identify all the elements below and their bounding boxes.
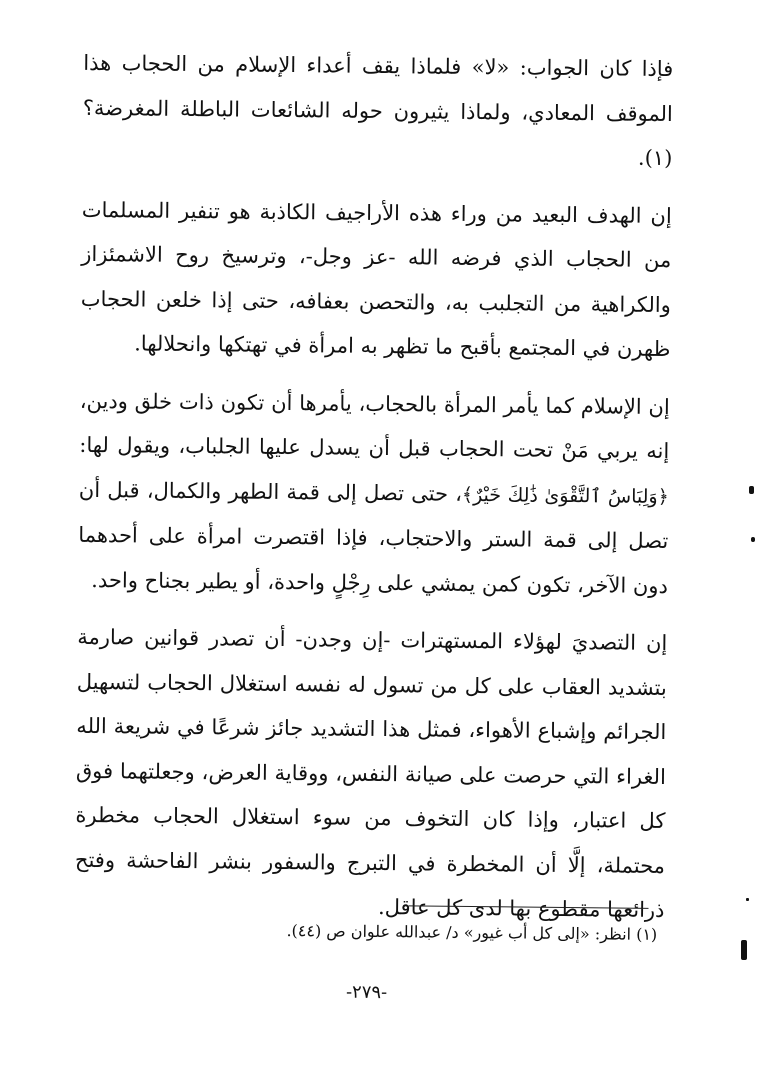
paragraph-3 <box>78 378 670 608</box>
paragraph-2-text: إن الهدف البعيد من وراء هذه الأراجيف الكاذبة هو تنفير المسلمات من الحجاب الذي فرضه الله -عز وجل-، وترسيخ روح الاشمئزاز والكراهية من التجلبب به، والتحصن بعفافه، حتى إذا خلعن الحجاب ظهرن في المجتمع بأقبح ما تظهر به امرأة في تهتكها وانحلالها. <box>80 197 672 362</box>
paragraph-3-body <box>78 378 670 608</box>
paragraph-3-before-quote: إن الإسلام كما يأمر المرأة بالحجاب، يأمرها أن تكون ذات خلق ودين، إنه يربي مَنْ تحت الحجاب قبل أن يسدل عليها الجلباب، ويقول لها: <box>79 388 670 464</box>
paragraph-2 <box>80 187 672 371</box>
scan-mark <box>749 486 754 494</box>
quran-verse: ﴿وَلِبَاسُ ٱلتَّقْوَىٰ ذَٰلِكَ خَيْرٌ﴾ <box>461 483 669 508</box>
paragraph-1 <box>82 41 673 181</box>
paragraph-4-text: إن التصديَ لهؤلاء المستهترات -إن وجدن- أن تصدر قوانين صارمة بتشديد العقاب على كل من تسول له نفسه استغلال الحجاب لتسهيل الجرائم وإشباع الأهواء، فمثل هذا التشديد جائز شرعًا في شريعة الله الغراء التي حرصت على صيانة النفس، ووقاية العرض، وجعلتهما فوق كل اعتبار، وإذا كان التخوف من سوء استغلال الحجاب مخطرة محتملة، إلَّا أن المخطرة في التبرج والسفور بنشر الفاحشة وفتح ذرائعها مقطوع بها لدى كل عاقل. <box>74 624 668 923</box>
page-number: -٢٧٩- <box>345 981 388 1004</box>
scan-mark <box>741 940 747 960</box>
paragraph-1-text: فإذا كان الجواب: «لا» فلماذا يقف أعداء الإسلام من الحجاب هذا الموقف المعادي، ولماذا يثيرون حوله الشائعات الباطلة المغرضة؟(١). <box>82 50 674 171</box>
body-text <box>74 41 673 946</box>
scan-mark <box>751 537 755 542</box>
paragraph-3-after-quote: ، حتى تصل إلى قمة الطهر والكمال، قبل أن تصل إلى قمة الستر والاحتجاب، فإذا اقتصرت امرأة على أحدهما دون الآخر، تكون كمن يمشي على رِجْلٍ واحدة، أو يطير بجناح واحد. <box>78 477 669 598</box>
scan-mark <box>746 898 749 901</box>
footnote: (١) انظر: «إلى كل أب غيور» د/ عبدالله علوان ص (٤٤). <box>286 921 658 944</box>
paragraph-4 <box>74 615 667 933</box>
